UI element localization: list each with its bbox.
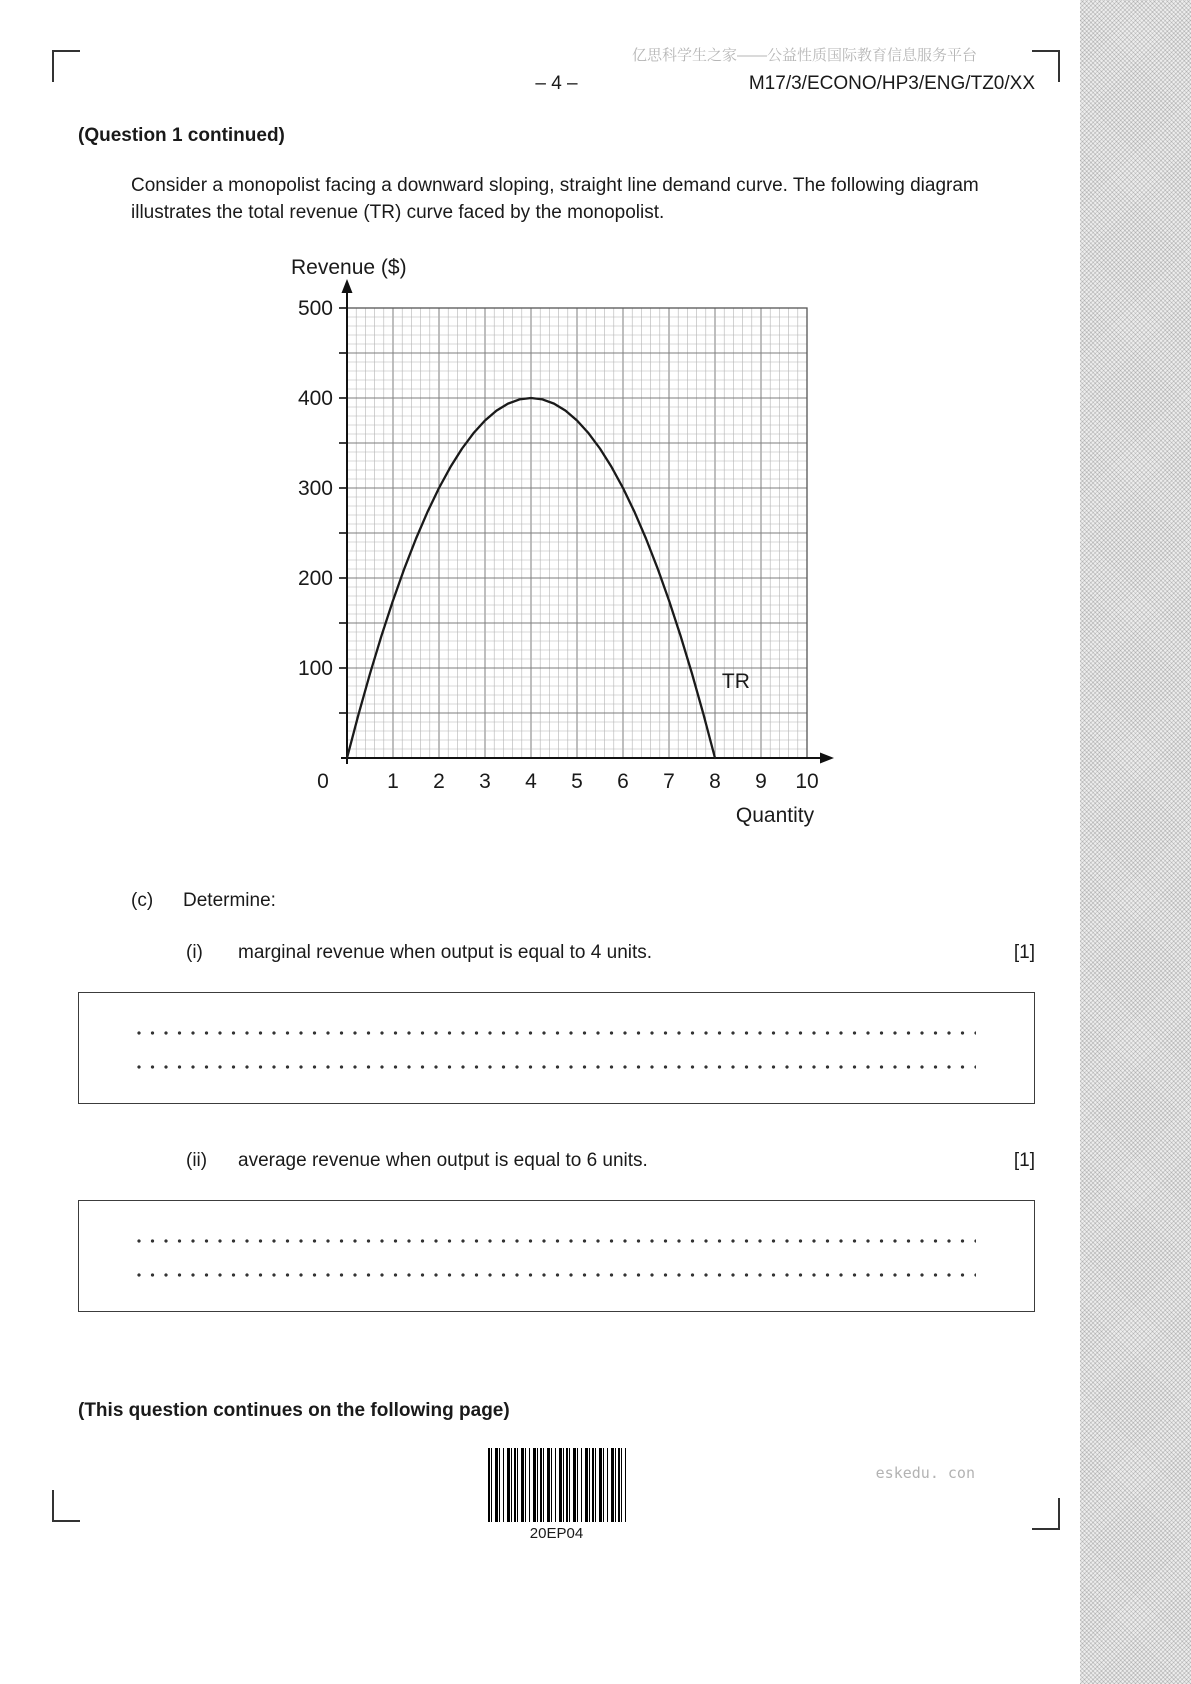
part-c-label: (c) [131,890,154,912]
svg-text:7: 7 [663,770,675,794]
svg-text:8: 8 [709,770,721,794]
svg-text:0: 0 [317,770,329,794]
question-c-i-text: marginal revenue when output is equal to 4 units. [238,942,653,964]
svg-text:400: 400 [297,387,333,411]
question-c-ii-marks: [1] [1013,1150,1035,1172]
answer-dotted-line [137,1031,976,1035]
tr-chart-container [247,248,1035,838]
svg-text:4: 4 [525,770,537,794]
svg-text:500: 500 [297,297,333,321]
svg-text:TR: TR [721,669,750,693]
barcode-block [488,1448,626,1542]
answer-box-c-i [78,992,1035,1104]
svg-text:9: 9 [755,770,767,794]
barcode-label: 20EP04 [529,1525,584,1543]
chinese-watermark: 亿思科学生之家——公益性质国际教育信息服务平台 [631,47,977,64]
svg-text:Revenue ($): Revenue ($) [291,256,407,280]
answer-dotted-line [137,1273,976,1277]
svg-text:6: 6 [617,770,629,794]
question-c-ii-row [186,1150,1035,1172]
svg-text:3: 3 [479,770,491,794]
svg-text:2: 2 [433,770,445,794]
page-header [78,73,1035,97]
svg-text:5: 5 [571,770,583,794]
paper-code: M17/3/ECONO/HP3/ENG/TZ0/XX [748,73,1035,94]
part-c-text: Determine: [183,890,276,912]
svg-text:10: 10 [795,770,819,794]
question-c-i-marks: [1] [1013,942,1035,964]
barcode-image [488,1448,626,1522]
question-c-i-label: (i) [186,942,203,964]
svg-text:100: 100 [297,657,333,681]
bottom-area [78,1448,1035,1568]
question-c-ii-label: (ii) [186,1150,208,1172]
question-c-ii-text: average revenue when output is equal to 6 units. [238,1150,648,1172]
svg-text:200: 200 [297,567,333,591]
svg-text:300: 300 [297,477,333,501]
part-c-row [131,890,1035,912]
answer-dotted-line [137,1239,976,1243]
site-watermark: eskedu. con [875,1464,975,1483]
question-continued-heading: (Question 1 continued) [78,125,285,146]
continues-note: (This question continues on the following page) [78,1400,510,1422]
svg-text:1: 1 [387,770,399,794]
tr-chart [247,248,847,833]
page-number: – 4 – [535,73,578,94]
answer-dotted-line [137,1065,976,1069]
question-intro-paragraph: Consider a monopolist facing a downward sloping, straight line demand curve. The following diagram illustrates the total revenue (TR) curve faced by the monopolist. [131,175,979,223]
question-c-i-row [186,942,1035,964]
svg-text:Quantity: Quantity [735,804,815,828]
answer-box-c-ii [78,1200,1035,1312]
